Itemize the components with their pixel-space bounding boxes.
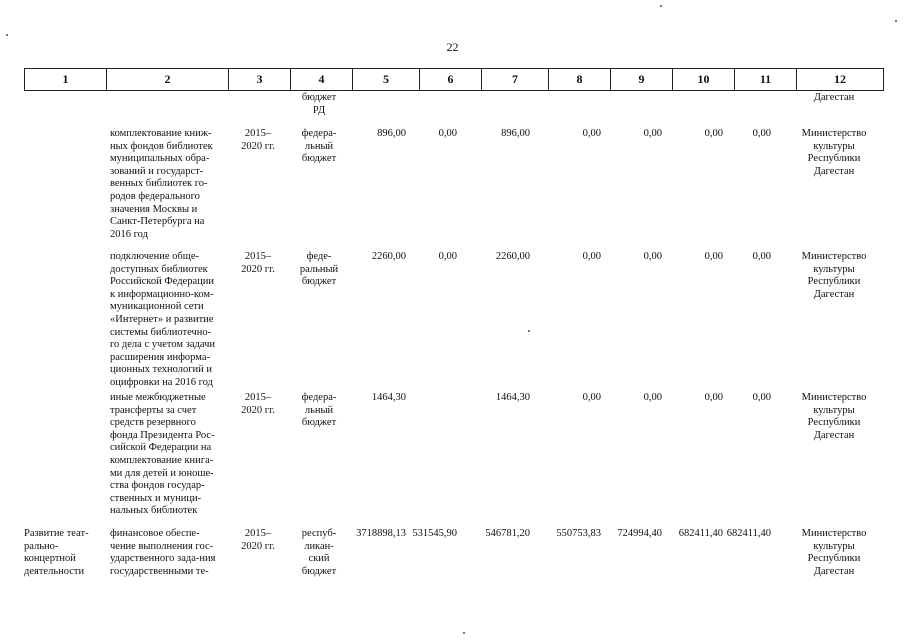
cell-text-line: культуры — [813, 404, 855, 416]
cell-text-line: к информационно-ком- — [110, 288, 214, 300]
row-3-col-3 — [228, 251, 288, 276]
row-2-col-10: 0,00 — [704, 128, 723, 139]
scan-speck — [6, 34, 8, 36]
column-header-9: 9 — [611, 69, 673, 91]
row-3-col-12 — [790, 251, 878, 301]
cell-text-line: деятельности — [24, 565, 85, 577]
cell-text-line: 2020 гг. — [241, 263, 275, 275]
row-5-col-4 — [289, 528, 349, 578]
row-3-col-8: 0,00 — [582, 251, 601, 262]
cell-text-line: ральный — [299, 263, 339, 275]
cell-text-line: льный — [304, 140, 334, 152]
column-header-8: 8 — [549, 69, 611, 91]
cell-text-line: бюджет — [301, 565, 337, 577]
cell-text-line: 2016 год — [110, 228, 148, 240]
row-4-col-10: 0,00 — [704, 392, 723, 403]
cell-text-line: нальных библиотек — [110, 505, 198, 517]
row-5-col-3 — [228, 528, 288, 553]
column-header-11: 11 — [735, 69, 797, 91]
cell-text-line: культуры — [813, 540, 855, 552]
column-header-10: 10 — [673, 69, 735, 91]
column-header-row — [24, 68, 884, 91]
cell-text-line: Республики — [807, 153, 861, 165]
cell-text-line: ударственного зада-ния — [110, 553, 216, 565]
cell-text-line: го дела с учетом задачи — [110, 339, 215, 351]
cell-text-line: респуб- — [301, 528, 337, 539]
page-number: 22 — [446, 40, 459, 54]
cell-text-line: федера- — [301, 392, 337, 403]
cell-text-line: 2015– — [244, 392, 272, 403]
cell-text-line: подключение обще- — [110, 251, 199, 262]
column-header-12: 12 — [797, 69, 884, 91]
cell-text-line: РД — [312, 104, 326, 116]
cell-text-line: расширения информа- — [110, 351, 210, 363]
cell-text-line: Министерство — [801, 528, 867, 539]
row-3-col-11: 0,00 — [752, 251, 771, 262]
cell-text-line: финансовое обеспе- — [110, 528, 200, 539]
row-5-col-6: 531545,90 — [412, 528, 457, 539]
row-2-col-3 — [228, 128, 288, 153]
cell-text-line: Министерство — [801, 392, 867, 403]
cell-text-line: Министерство — [801, 128, 867, 139]
cell-text-line: Дагестан — [813, 92, 855, 103]
row-5-col-5: 3718898,13 — [356, 528, 406, 539]
row-5-col-8: 550753,83 — [556, 528, 601, 539]
cell-text-line: оцифровки на 2016 год — [110, 376, 213, 388]
cell-text-line: льный — [304, 404, 334, 416]
row-1-col-12 — [790, 92, 878, 105]
cell-text-line: комплектование книж- — [110, 128, 212, 139]
cell-text-line: 2015– — [244, 128, 272, 139]
row-3-col-6: 0,00 — [438, 251, 457, 262]
cell-text-line: концертной — [24, 553, 76, 565]
row-4-col-8: 0,00 — [582, 392, 601, 403]
cell-text-line: Санкт-Петербурга на — [110, 216, 205, 228]
row-1-col-4 — [289, 92, 349, 117]
row-3-col-4 — [289, 251, 349, 289]
cell-text-line: фонда Президента Рос- — [110, 429, 215, 441]
row-4-col-11: 0,00 — [752, 392, 771, 403]
cell-text-line: ский — [308, 553, 330, 565]
cell-text-line: ственных и муници- — [110, 492, 202, 504]
row-2-col-6: 0,00 — [438, 128, 457, 139]
column-header-7: 7 — [482, 69, 549, 91]
cell-text-line: культуры — [813, 140, 855, 152]
cell-text-line: трансферты за счет — [110, 404, 197, 416]
cell-text-line: Министерство — [801, 251, 867, 262]
row-4-col-7: 1464,30 — [495, 392, 530, 403]
cell-text-line: венных библиотек го- — [110, 178, 208, 190]
scan-speck — [895, 20, 897, 22]
cell-text-line: сийской Федерации на — [110, 442, 212, 454]
row-4-col-3 — [228, 392, 288, 417]
cell-text-line: ликан- — [304, 540, 334, 552]
cell-text-line: Дагестан — [813, 165, 855, 177]
cell-text-line: ционных технологий и — [110, 364, 213, 376]
row-4-col-4 — [289, 392, 349, 430]
cell-text-line: системы библиотечно- — [110, 326, 212, 338]
cell-text-line: значения Москвы и — [110, 203, 198, 215]
cell-text-line: Развитие теат- — [24, 528, 89, 539]
cell-text-line: государственными те- — [110, 565, 209, 577]
cell-text-line: иные межбюджетные — [110, 392, 206, 403]
cell-text-line: родов федерального — [110, 190, 200, 202]
column-header-5: 5 — [353, 69, 420, 91]
row-5-col-10: 682411,40 — [678, 528, 723, 539]
cell-text-line: Республики — [807, 553, 861, 565]
cell-text-line: «Интернет» и развитие — [110, 313, 214, 325]
cell-text-line: муниципальных обра- — [110, 153, 210, 165]
cell-text-line: Республики — [807, 276, 861, 288]
cell-text-line: 2015– — [244, 251, 272, 262]
row-2-col-11: 0,00 — [752, 128, 771, 139]
row-5-col-9: 724994,40 — [617, 528, 662, 539]
cell-text-line: ства фондов государ- — [110, 480, 205, 492]
cell-text-line: 2020 гг. — [241, 140, 275, 152]
row-5-col-11: 682411,40 — [726, 528, 771, 539]
row-3-col-7: 2260,00 — [495, 251, 530, 262]
cell-text-line: чение выполнения гос- — [110, 540, 214, 552]
row-2-col-4 — [289, 128, 349, 166]
cell-text-line: ных фондов библиотек — [110, 140, 213, 152]
scan-speck — [463, 632, 465, 634]
column-header-4: 4 — [291, 69, 353, 91]
cell-text-line: культуры — [813, 263, 855, 275]
row-2-col-5: 896,00 — [377, 128, 406, 139]
cell-text-line: бюджет — [301, 92, 337, 103]
cell-text-line: доступных библиотек — [110, 263, 208, 275]
cell-text-line: Дагестан — [813, 429, 855, 441]
row-4-col-12 — [790, 392, 878, 442]
cell-text-line: муникационной сети — [110, 301, 204, 313]
row-4-col-5: 1464,30 — [371, 392, 406, 403]
cell-text-line: рально- — [24, 540, 59, 552]
row-3-col-5: 2260,00 — [371, 251, 406, 262]
cell-text-line: бюджет — [301, 417, 337, 429]
cell-text-line: Российской Федерации — [110, 276, 214, 288]
cell-text-line: бюджет — [301, 276, 337, 288]
row-5-col-2 — [110, 528, 222, 578]
cell-text-line: Дагестан — [813, 288, 855, 300]
row-3-col-10: 0,00 — [704, 251, 723, 262]
row-5-col-1 — [24, 528, 106, 578]
cell-text-line: комплектование книга- — [110, 454, 214, 466]
scan-speck — [660, 5, 662, 7]
column-header-3: 3 — [229, 69, 291, 91]
row-2-col-8: 0,00 — [582, 128, 601, 139]
cell-text-line: бюджет — [301, 153, 337, 165]
cell-text-line: 2020 гг. — [241, 404, 275, 416]
row-5-col-7: 546781,20 — [485, 528, 530, 539]
cell-text-line: зований и государст- — [110, 165, 204, 177]
row-4-col-2 — [110, 392, 222, 518]
row-4-col-9: 0,00 — [643, 392, 662, 403]
scan-speck — [528, 330, 530, 332]
row-2-col-12 — [790, 128, 878, 178]
cell-text-line: 2015– — [244, 528, 272, 539]
cell-text-line: федера- — [301, 128, 337, 139]
cell-text-line: феде- — [306, 251, 332, 262]
row-3-col-9: 0,00 — [643, 251, 662, 262]
cell-text-line: Дагестан — [813, 565, 855, 577]
row-2-col-7: 896,00 — [501, 128, 530, 139]
column-header-2: 2 — [107, 69, 229, 91]
row-2-col-9: 0,00 — [643, 128, 662, 139]
cell-text-line: Республики — [807, 417, 861, 429]
row-5-col-12 — [790, 528, 878, 578]
row-2-col-2 — [110, 128, 222, 241]
cell-text-line: ми для детей и юноше- — [110, 467, 214, 479]
column-header-6: 6 — [420, 69, 482, 91]
cell-text-line: 2020 гг. — [241, 540, 275, 552]
column-header-1: 1 — [25, 69, 107, 91]
cell-text-line: средств резервного — [110, 417, 196, 429]
row-3-col-2 — [110, 251, 222, 390]
